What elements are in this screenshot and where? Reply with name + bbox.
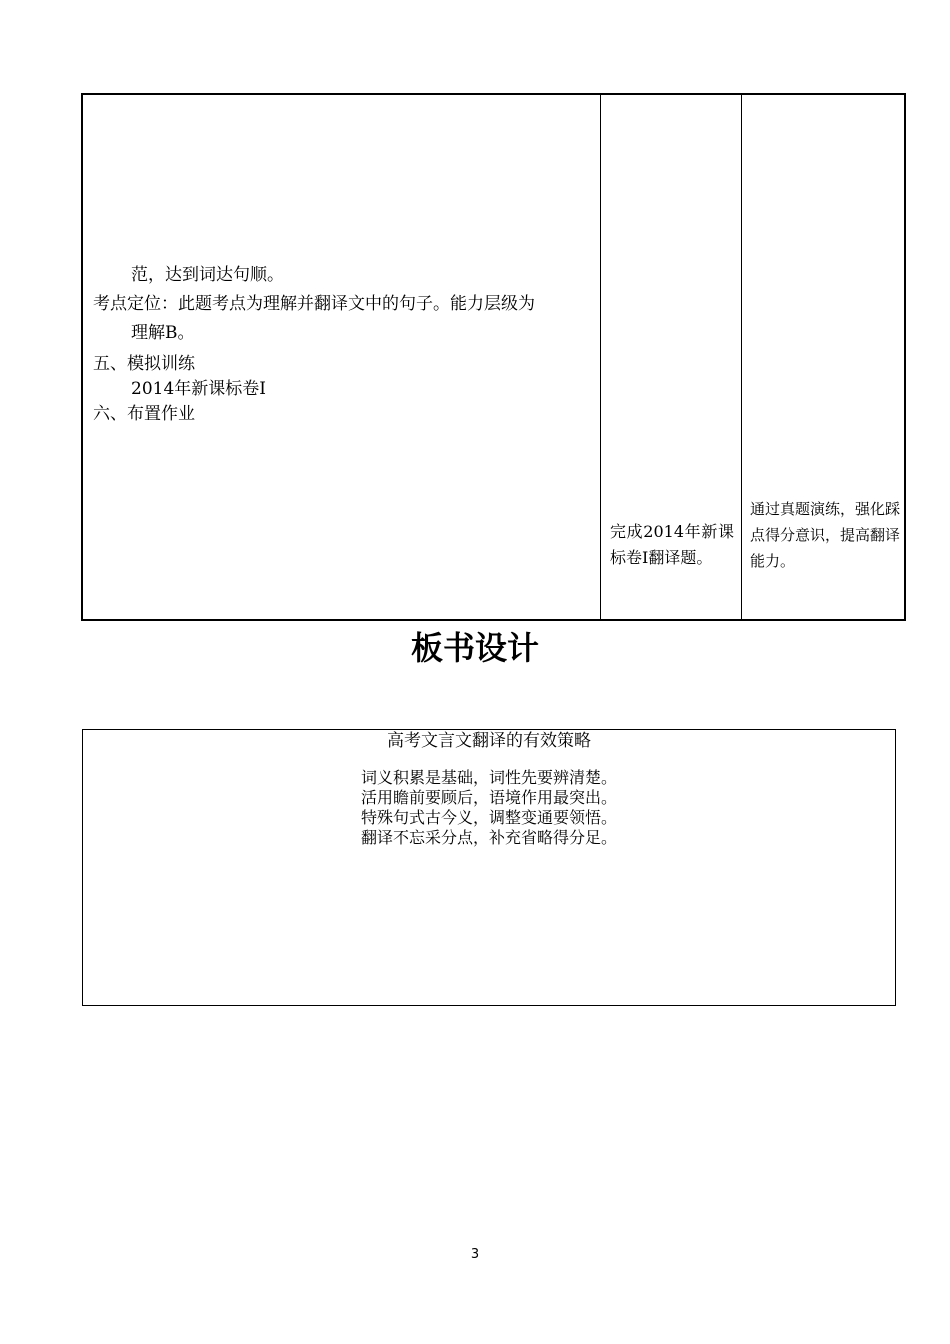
column-divider (600, 95, 601, 619)
board-line: 词义积累是基础，词性先要辨清楚。 (360, 768, 617, 787)
column-divider (741, 95, 742, 619)
text-line: 2014年新课标卷Ⅰ (131, 379, 266, 399)
lesson-table (81, 93, 906, 621)
text-line: 理解B。 (131, 323, 195, 343)
text-line: 范，达到词达句顺。 (131, 265, 284, 285)
board-line: 活用瞻前要顾后，语境作用最突出。 (360, 788, 617, 807)
board-design-heading: 板书设计 (410, 629, 539, 667)
design-intent-cell: 通过真题演练，强化踩点得分意识，提高翻译能力。 (750, 500, 901, 570)
board-line: 特殊句式古今义，调整变通要领悟。 (360, 808, 617, 827)
student-activity-cell: 完成2014年新课标卷Ⅰ翻译题。 (610, 522, 734, 567)
board-title: 高考文言文翻译的有效策略 (387, 731, 591, 751)
board-line: 翻译不忘采分点，补充省略得分足。 (360, 828, 617, 847)
board-design-box (82, 729, 896, 1006)
section-heading-line: 五、模拟训练 (93, 354, 195, 374)
section-heading-line: 六、布置作业 (93, 404, 195, 424)
page-number: 3 (470, 1247, 480, 1262)
text-line: 考点定位：此题考点为理解并翻译文中的句子。能力层级为 (93, 294, 535, 314)
board-lines (83, 768, 895, 848)
teaching-process-cell (93, 263, 593, 427)
